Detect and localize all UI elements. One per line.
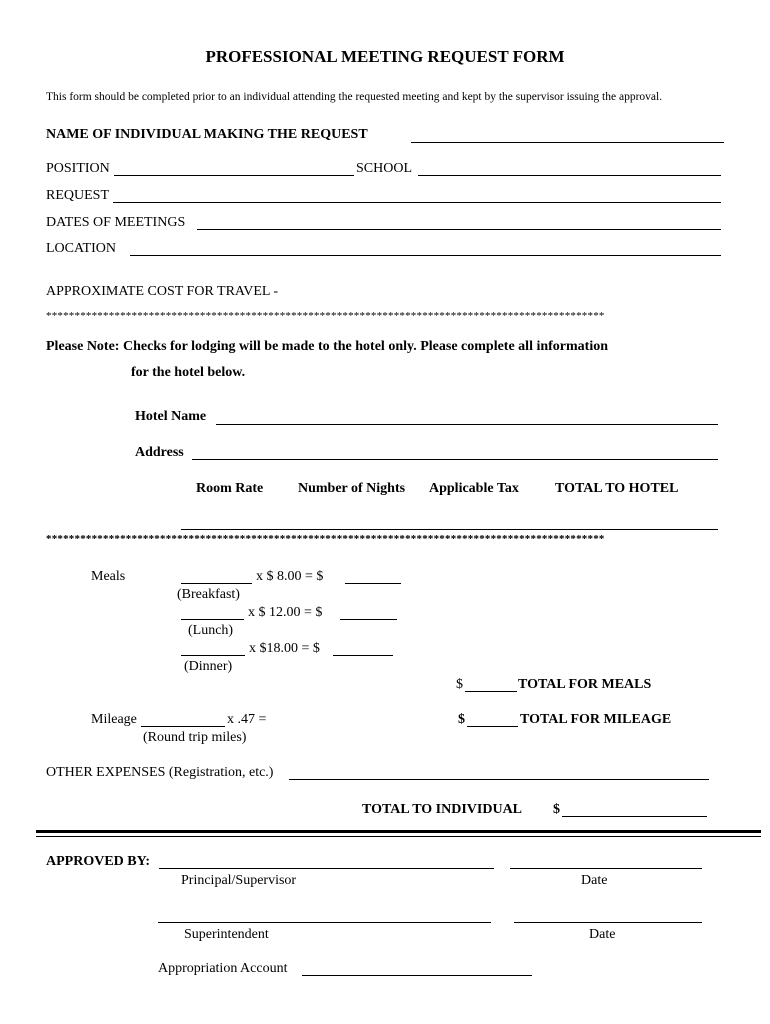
- lunch-rate: x $ 12.00 = $: [248, 605, 323, 620]
- dates-field[interactable]: [197, 229, 721, 230]
- superintendent-date-field[interactable]: [514, 922, 702, 923]
- total-individual-dollar: $: [553, 802, 560, 817]
- other-expenses-field[interactable]: [289, 779, 709, 780]
- separator-bottom: **************************************************************************************************: [46, 533, 605, 545]
- breakfast-amount-field[interactable]: [345, 583, 401, 584]
- lunch-count-field[interactable]: [181, 619, 244, 620]
- travel-cost-label: APPROXIMATE COST FOR TRAVEL -: [46, 284, 279, 299]
- request-label: REQUEST: [46, 188, 109, 203]
- dinner-amount-field[interactable]: [333, 655, 393, 656]
- location-label: LOCATION: [46, 241, 116, 256]
- principal-signature-field[interactable]: [159, 868, 494, 869]
- name-field[interactable]: [411, 142, 724, 143]
- total-meals-label: TOTAL FOR MEALS: [518, 677, 652, 692]
- form-title: PROFESSIONAL MEETING REQUEST FORM: [205, 47, 565, 66]
- address-field[interactable]: [192, 459, 718, 460]
- school-field[interactable]: [418, 175, 721, 176]
- position-label: POSITION: [46, 161, 110, 176]
- address-label: Address: [135, 445, 184, 460]
- location-field[interactable]: [130, 255, 721, 256]
- name-label: NAME OF INDIVIDUAL MAKING THE REQUEST: [46, 127, 368, 142]
- mileage-label: Mileage: [91, 712, 137, 727]
- approved-by-label: APPROVED BY:: [46, 854, 151, 869]
- other-expenses-label: OTHER EXPENSES (Registration, etc.): [46, 765, 274, 780]
- col-room-rate: Room Rate: [196, 481, 264, 496]
- col-total-hotel: TOTAL TO HOTEL: [555, 481, 679, 496]
- mileage-rate: x .47 =: [227, 712, 267, 727]
- separator-top: **************************************************************************************************: [46, 310, 605, 322]
- note-line1: Please Note: Checks for lodging will be made to the hotel only. Please complete all information: [46, 339, 609, 354]
- col-tax: Applicable Tax: [429, 481, 519, 496]
- dinner-rate: x $18.00 = $: [249, 641, 320, 656]
- hotel-name-label: Hotel Name: [135, 409, 207, 424]
- dinner-count-field[interactable]: [181, 655, 245, 656]
- hotel-costs-field[interactable]: [181, 529, 718, 530]
- dinner-label: (Dinner): [184, 659, 233, 674]
- date-label-2: Date: [589, 927, 616, 942]
- total-mileage-field[interactable]: [467, 726, 518, 727]
- lunch-amount-field[interactable]: [340, 619, 397, 620]
- appropriation-field[interactable]: [302, 975, 532, 976]
- meals-label: Meals: [91, 569, 126, 584]
- breakfast-count-field[interactable]: [181, 583, 252, 584]
- total-mileage-dollar: $: [458, 712, 465, 727]
- round-trip-label: (Round trip miles): [143, 730, 247, 745]
- appropriation-label: Appropriation Account: [158, 961, 288, 976]
- request-field[interactable]: [113, 202, 721, 203]
- position-field[interactable]: [114, 175, 354, 176]
- total-mileage-label: TOTAL FOR MILEAGE: [520, 712, 672, 727]
- total-meals-field[interactable]: [465, 691, 517, 692]
- hotel-name-field[interactable]: [216, 424, 718, 425]
- breakfast-rate: x $ 8.00 = $: [256, 569, 324, 584]
- col-nights: Number of Nights: [298, 481, 406, 496]
- principal-label: Principal/Supervisor: [181, 873, 297, 888]
- mileage-field[interactable]: [141, 726, 225, 727]
- total-individual-label: TOTAL TO INDIVIDUAL: [362, 802, 523, 817]
- total-meals-dollar: $: [456, 677, 463, 692]
- school-label: SCHOOL: [356, 161, 413, 176]
- superintendent-label: Superintendent: [184, 927, 269, 942]
- note-line2: for the hotel below.: [131, 365, 246, 380]
- form-intro: This form should be completed prior to an individual attending the requested meeting and kept by the supervisor issuing the approval.: [46, 91, 663, 103]
- divider-thick: [36, 830, 761, 833]
- breakfast-label: (Breakfast): [177, 587, 240, 602]
- superintendent-signature-field[interactable]: [158, 922, 491, 923]
- total-individual-field[interactable]: [562, 816, 707, 817]
- divider-thin: [36, 836, 761, 837]
- date-label-1: Date: [581, 873, 608, 888]
- lunch-label: (Lunch): [188, 623, 234, 638]
- principal-date-field[interactable]: [510, 868, 702, 869]
- dates-label: DATES OF MEETINGS: [46, 215, 186, 230]
